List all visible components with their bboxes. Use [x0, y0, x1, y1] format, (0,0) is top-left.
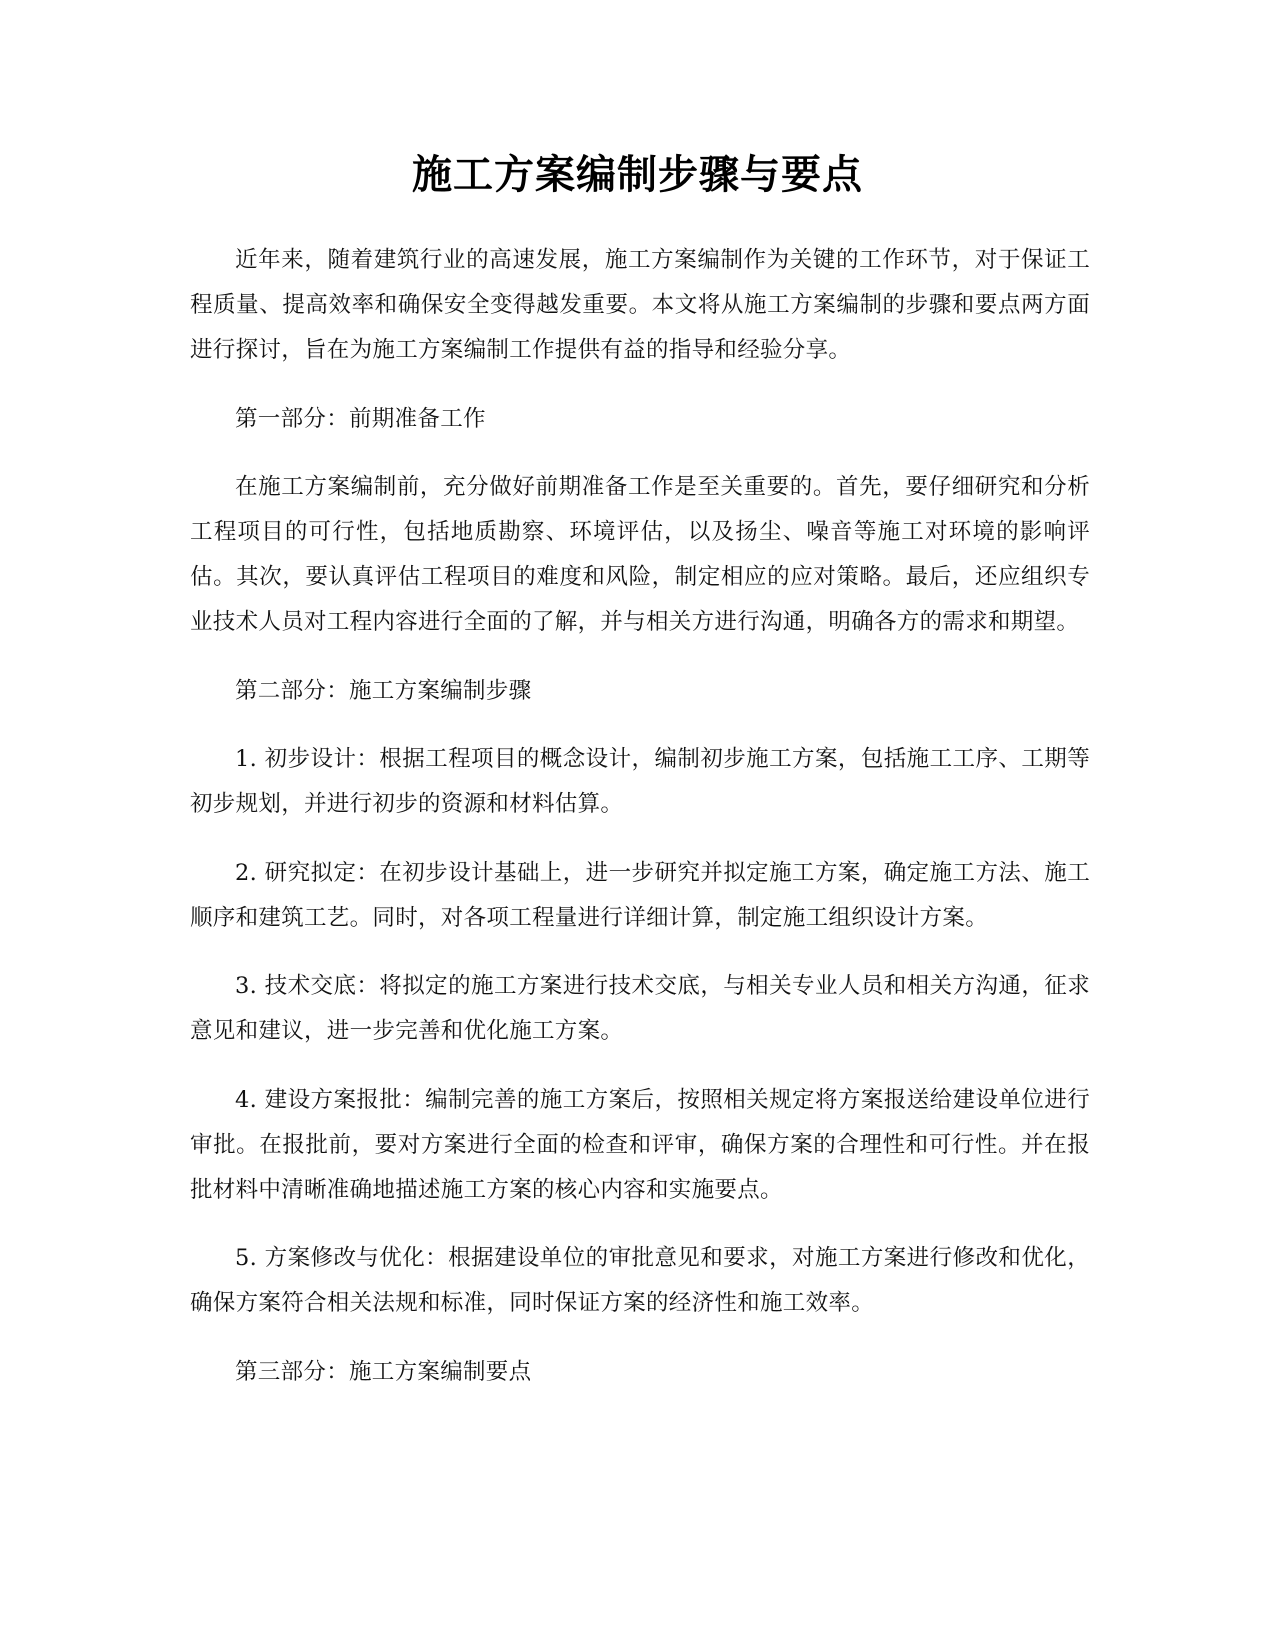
section-heading-part-3: 第三部分：施工方案编制要点 — [235, 1358, 532, 1385]
step-4-paragraph: 4. 建设方案报批：编制完善的施工方案后，按照相关规定将方案报送给建设单位进行审批。在报批前，要对方案进行全面的检查和评审，确保方案的合理性和可行性。并在报批材料中清晰准确地描述施工方案的核心内容和实施要点。 — [190, 1086, 1090, 1203]
step-2-paragraph: 2. 研究拟定：在初步设计基础上，进一步研究并拟定施工方案，确定施工方法、施工顺序和建筑工艺。同时，对各项工程量进行详细计算，制定施工组织设计方案。 — [190, 859, 1090, 931]
step-1-paragraph: 1. 初步设计：根据工程项目的概念设计，编制初步施工方案，包括施工工序、工期等初步规划，并进行初步的资源和材料估算。 — [190, 746, 1090, 817]
document-title: 施工方案编制步骤与要点 — [412, 152, 863, 198]
step-3-paragraph: 3. 技术交底：将拟定的施工方案进行技术交底，与相关专业人员和相关方沟通，征求意见和建议，进一步完善和优化施工方案。 — [190, 973, 1090, 1044]
document-body — [190, 238, 1090, 1418]
intro-paragraph: 近年来，随着建筑行业的高速发展，施工方案编制作为关键的工作环节，对于保证工程质量、提高效率和确保安全变得越发重要。本文将从施工方案编制的步骤和要点两方面进行探讨，旨在为施工方案编制工作提供有益的指导和经验分享。 — [190, 247, 1090, 363]
section-heading-part-2: 第二部分：施工方案编制步骤 — [235, 677, 532, 704]
section-heading-part-1: 第一部分：前期准备工作 — [235, 405, 486, 432]
part-1-paragraph: 在施工方案编制前，充分做好前期准备工作是至关重要的。首先，要仔细研究和分析工程项目的可行性，包括地质勘察、环境评估，以及扬尘、噪音等施工对环境的影响评估。其次，要认真评估工程项目的难度和风险，制定相应的应对策略。最后，还应组织专业技术人员对工程内容进行全面的了解，并与相关方进行沟通，明确各方的需求和期望。 — [190, 474, 1090, 635]
step-5-paragraph: 5. 方案修改与优化：根据建设单位的审批意见和要求，对施工方案进行修改和优化，确保方案符合相关法规和标准，同时保证方案的经济性和施工效率。 — [190, 1245, 1090, 1316]
